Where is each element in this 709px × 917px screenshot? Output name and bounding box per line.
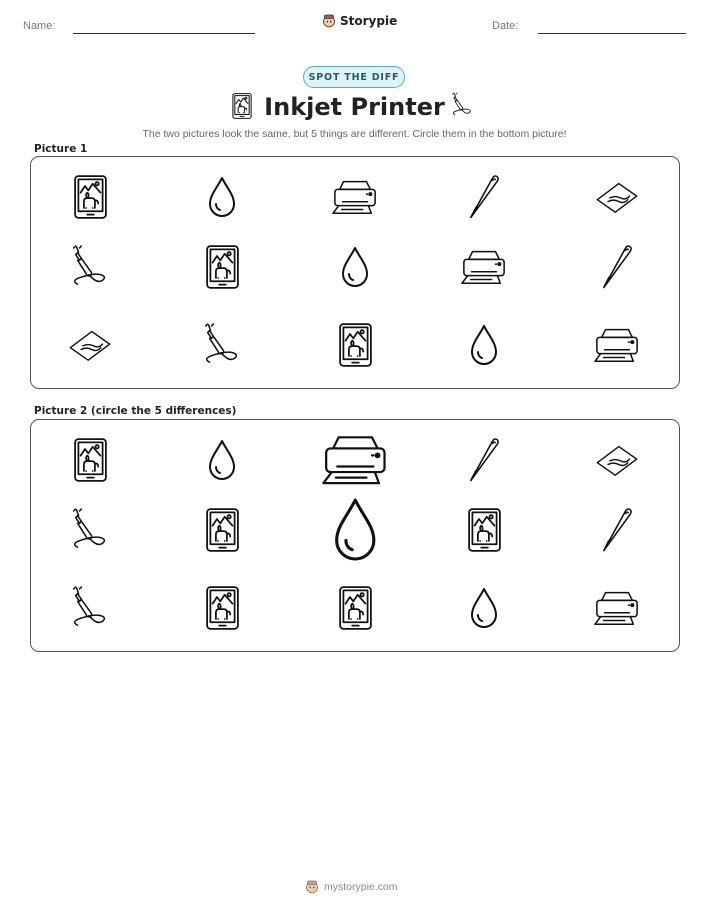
needle-icon: [468, 436, 501, 484]
paper-icon: [594, 180, 640, 214]
picture-2-cell[interactable]: [50, 495, 130, 565]
picture-1-cell: [444, 162, 524, 232]
date-line[interactable]: [538, 33, 686, 34]
soldering-iron-icon: [201, 322, 243, 368]
picture-2-cell[interactable]: [577, 573, 657, 643]
picture-2-cell[interactable]: [50, 425, 130, 495]
picture-2-label: Picture 2 (circle the 5 differences): [34, 405, 237, 417]
ink-drop-icon: [207, 176, 237, 218]
brand-name: Storypie: [340, 14, 398, 28]
paper-icon: [594, 443, 640, 477]
printer-icon: [322, 432, 389, 487]
paper-icon: [67, 328, 113, 362]
ink-drop-icon: [469, 587, 499, 629]
picture-2-cell[interactable]: [315, 425, 395, 495]
picture-1-cell: [315, 310, 395, 380]
storypie-mascot-icon: [322, 14, 336, 28]
picture-2-cell[interactable]: [182, 573, 262, 643]
picture-2-cell[interactable]: [577, 425, 657, 495]
ink-drop-icon: [469, 324, 499, 366]
picture-1-cell: [50, 232, 130, 302]
picture-2-cell[interactable]: [444, 573, 524, 643]
picture-1-cell: [577, 310, 657, 380]
tablet-icon: [206, 245, 239, 289]
picture-1-cell: [182, 162, 262, 232]
tablet-icon: [339, 586, 372, 630]
soldering-iron-icon: [450, 92, 474, 118]
date-label: Date:: [492, 20, 519, 32]
footer: [305, 880, 398, 894]
picture-2-cell[interactable]: [182, 495, 262, 565]
needle-icon: [601, 506, 634, 554]
ink-drop-icon: [340, 246, 370, 288]
tablet-icon: [74, 438, 107, 482]
printer-icon: [594, 589, 640, 627]
spot-the-diff-badge: SPOT THE DIFF: [303, 66, 405, 88]
printer-icon: [461, 248, 507, 286]
picture-2-cell[interactable]: [577, 495, 657, 565]
tablet-icon: [206, 586, 239, 630]
soldering-iron-icon: [69, 507, 111, 553]
picture-1-cell: [182, 310, 262, 380]
picture-2-cell[interactable]: [315, 573, 395, 643]
needle-icon: [468, 173, 501, 221]
picture-2-cell[interactable]: [50, 573, 130, 643]
footer-site[interactable]: mystorypie.com: [324, 881, 398, 893]
ink-drop-icon: [207, 439, 237, 481]
picture-1-label: Picture 1: [34, 143, 88, 155]
picture-1-cell: [50, 162, 130, 232]
needle-icon: [601, 243, 634, 291]
tablet-icon: [339, 323, 372, 367]
ink-drop-icon: [332, 497, 379, 562]
printer-icon: [594, 326, 640, 364]
tablet-icon: [206, 508, 239, 552]
name-line[interactable]: [73, 33, 255, 34]
printer-icon: [332, 178, 378, 216]
name-label: Name:: [23, 20, 56, 32]
picture-1-cell: [50, 310, 130, 380]
picture-1-cell: [444, 310, 524, 380]
brand-logo: [322, 14, 397, 28]
instructions: The two pictures look the same, but 5 things are different. Circle them in the bottom picture!: [142, 128, 567, 140]
soldering-iron-icon: [69, 244, 111, 290]
picture-2-cell[interactable]: [444, 495, 524, 565]
soldering-iron-icon: [69, 585, 111, 631]
storypie-mascot-icon: [305, 880, 319, 894]
picture-1-cell: [577, 232, 657, 302]
picture-1-cell: [315, 162, 395, 232]
picture-2-cell[interactable]: [315, 495, 395, 565]
picture-1-cell: [315, 232, 395, 302]
tablet-icon: [468, 508, 501, 552]
picture-2-cell[interactable]: [182, 425, 262, 495]
picture-1-cell: [444, 232, 524, 302]
picture-2-cell[interactable]: [444, 425, 524, 495]
picture-1-cell: [182, 232, 262, 302]
tablet-icon: [74, 175, 107, 219]
worksheet-title: Inkjet Printer: [264, 93, 445, 121]
picture-1-cell: [577, 162, 657, 232]
